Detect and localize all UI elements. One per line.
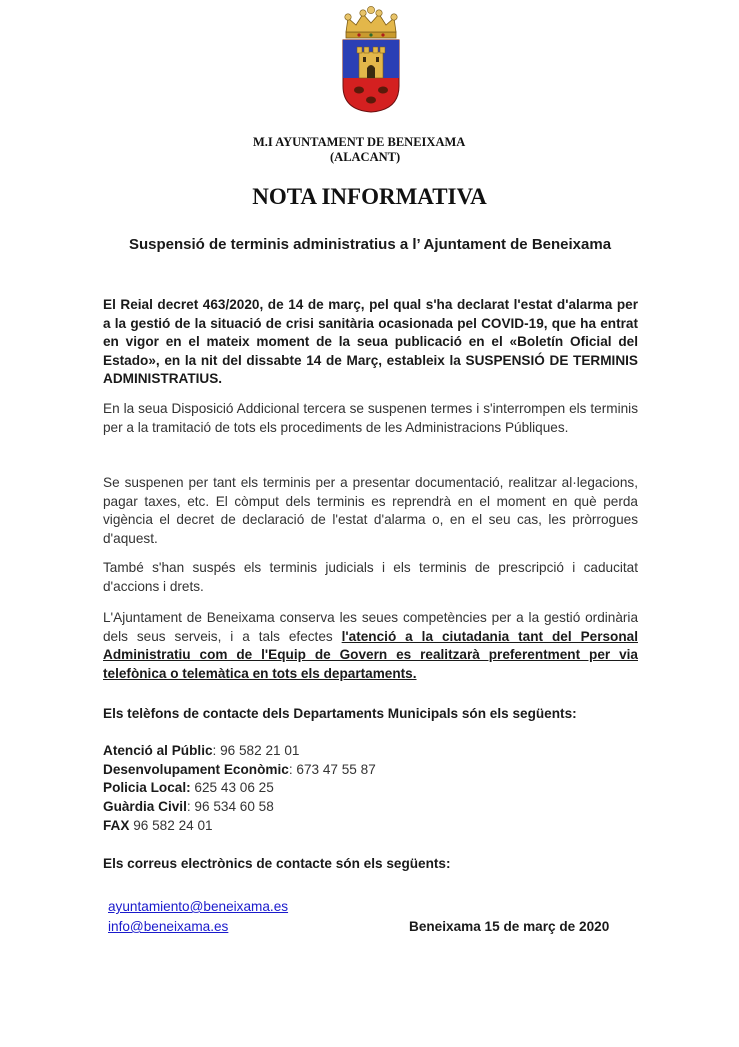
paragraph-additional-provision: En la seua Disposició Addicional tercera se suspenen termes i s'interrompen els terminis per a la tramitació de tots els procediments de les Administracions Públiques. [103, 401, 638, 435]
paragraph-decree: El Reial decret 463/2020, de 14 de març, pel qual s'ha declarat l'estat d'alarma per a la gestió de la situació de crisi sanitària ocasionada pel COVID-19, que ha entrat en vigor en el mateix moment de la seua publicació en el «Boletín Oficial del Estado», en la nit del dissabte 14 de Març, estableix la SUSPENSIÓ DE TERMINIS ADMINISTRATIUS. [103, 297, 638, 386]
contact-label: Guàrdia Civil [103, 799, 187, 815]
contact-phone: 96 582 21 01 [220, 743, 300, 758]
contact-phone: 96 582 24 01 [133, 817, 213, 833]
contact-item: Desenvolupament Econòmic: 673 47 55 87 [103, 761, 376, 777]
contact-phone: 96 534 60 58 [194, 799, 274, 815]
coat-of-arms-icon [339, 6, 403, 114]
contact-item [103, 817, 376, 836]
contact-phone: 625 43 06 25 [194, 780, 274, 796]
email-link-info[interactable]: info@beneixama.es [108, 919, 229, 934]
crown-icon [345, 6, 397, 38]
contact-item: Atenció al Públic: 96 582 21 01 [103, 743, 300, 758]
place-and-date: Beneixama 15 de març de 2020 [409, 919, 610, 934]
paragraph-judicial-terms: També s'han suspés els terminis judicials i els terminis de prescripció i caducitat d'accions i drets. [103, 560, 638, 594]
contact-label: Desenvolupament Econòmic [103, 761, 289, 777]
shield-icon [343, 40, 399, 112]
contact-item [103, 779, 376, 798]
document-title: NOTA INFORMATIVA [252, 184, 487, 209]
email-link-ayuntamiento[interactable]: ayuntamiento@beneixama.es [108, 899, 289, 914]
paragraph-services-highlight: l'atenció a la ciutadania tant del Personal Administratiu com de l'Equip de Govern es realitzarà preferentment per via telefònica o telemàtica en tots els departaments. [103, 628, 638, 681]
document-page: M.I AYUNTAMENT DE BENEIXAMA (ALACANT) NOTA INFORMATIVA Suspensió de terminis administratius a l’ Ajuntament de Beneixama El Reial decret 463/2020, de 14 de març, pel qual s'ha declarat l'estat d'alarma per a la gestió de la situació de crisi sanitària ocasionada pel COVID-19, que ha entrat en vigor en el mateix moment de la seua publicació en el «Boletín Oficial del Estado», en la nit del dissabte 14 de Març, estableix la SUSPENSIÓ DE TERMINIS ADMINISTRATIUS. En la seua Disposició Addicional tercera se suspenen termes i s'interrompen els terminis per a la tramitació de tots els procediments de les Administracions Públiques. Se suspenen per tant els terminis per a presentar documentació, realitzar al·legacions, pagar taxes, etc. El còmput dels terminis es reprendrà en el moment en què perda vigència el decret de declaració de l'estat d'alarma o, en el seu cas, les pròrrogues d'aquest. També s'han suspés els terminis judicials i els terminis de prescripció i caducitat d'accions i drets. L'Ajuntament de Beneixama conserva les seues competències per a la gestió ordinària dels seus serveis, i a tals efectes l'atenció a la ciutadania tant del Personal Administratiu com de l'Equip de Govern es realitzarà preferentment per via telefònica o telemàtica en tots els departaments. Els telèfons de contacte dels Departaments Municipals són els següents: Atenció al Públic: 96 582 21 01 Desenvolupament Econòmic: 673 47 55 87 Policia Local: 625 43 06 25 Guàrdia Civil: 96 534 60 58 FAX 96 582 24 01 Els correus electrònics de contacte són els següents: ayuntamiento@beneixama.es info@beneixama.es Beneixama 15 de març de 2020 [0, 0, 739, 1047]
contact-list [103, 742, 376, 836]
contact-label: FAX [103, 817, 130, 833]
paragraph-suspended-terms: Se suspenen per tant els terminis per a presentar documentació, realitzar al·legacions, pagar taxes, etc. El còmput dels terminis es reprendrà en el moment en què perda vigència el decret de declaració de l'estat d'alarma o, en el seu cas, les pròrrogues d'aquest. [103, 475, 638, 546]
paragraph-services-text: L'Ajuntament de Beneixama conserva les seues competències per a la gestió ordinària dels seus serveis, i a tals efectes [103, 610, 638, 644]
phones-heading: Els telèfons de contacte dels Departaments Municipals són els següents: [103, 706, 577, 721]
contact-label: Atenció al Públic [103, 743, 213, 758]
document-subtitle: Suspensió de terminis administratius a l’ Ajuntament de Beneixama [128, 236, 612, 253]
contact-phone: 673 47 55 87 [296, 761, 376, 777]
contact-label: Policia Local: [103, 780, 191, 796]
contact-item: Guàrdia Civil: 96 534 60 58 [103, 799, 274, 815]
paragraph-services [103, 609, 638, 683]
emails-heading: Els correus electrònics de contacte són els següents: [103, 856, 451, 871]
